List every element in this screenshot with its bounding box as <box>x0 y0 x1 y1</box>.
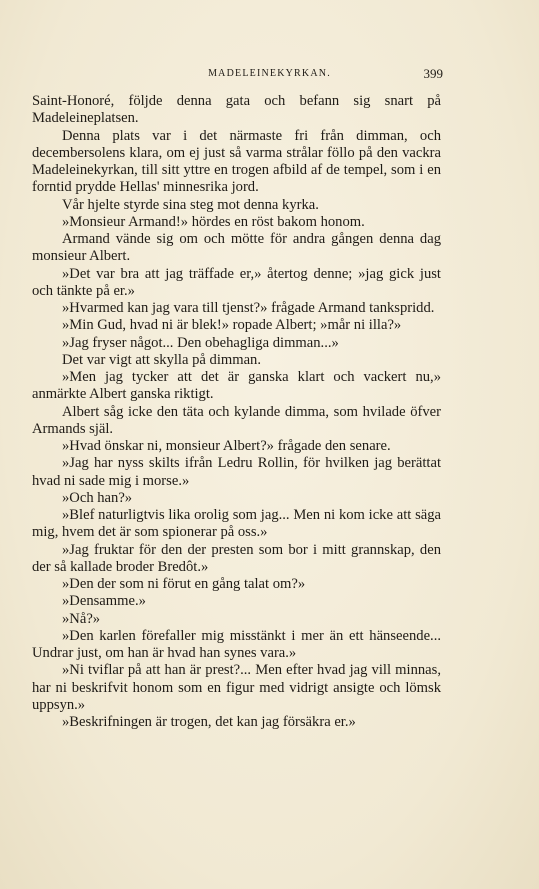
paragraph: »Ni tviflar på att han är prest?... Men efter hvad jag vill minnas, har ni beskrifvit honom som en figur med vidrigt ansigte och lömsk uppsyn.» <box>32 662 441 713</box>
paragraph: Vår hjelte styrde sina steg mot denna kyrka. <box>62 196 319 213</box>
paragraph: »Hvad önskar ni, monsieur Albert?» frågade den senare. <box>62 438 391 454</box>
paragraph: »Monsieur Armand!» hördes en röst bakom honom. <box>62 213 365 230</box>
running-head <box>0 66 539 82</box>
paragraph: »Densamme.» <box>62 593 146 610</box>
paragraph: »Hvarmed kan jag vara till tjenst?» frågade Armand tankspridd. <box>62 300 435 316</box>
paragraph: »Och han?» <box>62 489 133 506</box>
paragraph: »Beskrifningen är trogen, det kan jag försäkra er.» <box>62 714 356 730</box>
body-text <box>32 93 441 731</box>
paragraph: »Det var bra att jag träffade er,» återtog denne; »jag gick just och tänkte på er.» <box>32 265 441 299</box>
paragraph: Denna plats var i det närmaste fri från dimman, och decembersolens klara, om ej just så varma strålar föllo på den vackra Madeleinekyrkan, till sitt yttre en trogen afbild af de tempel, som i en forntid prydde Hellas' minnesrika jord. <box>32 127 441 196</box>
paragraph: »Min Gud, hvad ni är blek!» ropade Albert; »mår ni illa?» <box>62 317 402 334</box>
paragraph: »Jag fryser något... Den obehagliga dimman...» <box>62 334 339 351</box>
paragraph: Saint-Honoré, följde denna gata och befann sig snart på Madeleineplatsen. <box>32 93 441 127</box>
page-number: 399 <box>423 66 443 81</box>
paragraph: Det var vigt att skylla på dimman. <box>62 351 261 368</box>
paragraph: »Den der som ni förut en gång talat om?» <box>62 576 306 592</box>
paragraph: »Men jag tycker att det är ganska klart och vackert nu,» anmärkte Albert ganska riktigt. <box>32 369 441 403</box>
paragraph: Albert såg icke den täta och kylande dimma, som hvilade öfver Armands själ. <box>32 403 441 437</box>
paragraph: »Nå?» <box>62 610 101 627</box>
paragraph: »Den karlen förefaller mig misstänkt i mer än ett hänseende... Undrar just, om han är hvad han synes vara.» <box>32 627 441 661</box>
running-title: MADELEINEKYRKAN. <box>208 68 331 79</box>
paragraph: »Blef naturligtvis lika orolig som jag... Men ni kom icke att säga mig, hvem det är som spionerar på oss.» <box>32 507 441 541</box>
paragraph: »Jag har nyss skilts ifrån Ledru Rollin, för hvilken jag berättat hvad ni sade mig i morse.» <box>32 455 441 489</box>
paragraph: »Jag fruktar för den der presten som bor i mitt grannskap, den der så kallade broder Bredôt.» <box>32 541 441 575</box>
paragraph: Armand vände sig om och mötte för andra gången denna dag monsieur Albert. <box>32 231 441 265</box>
